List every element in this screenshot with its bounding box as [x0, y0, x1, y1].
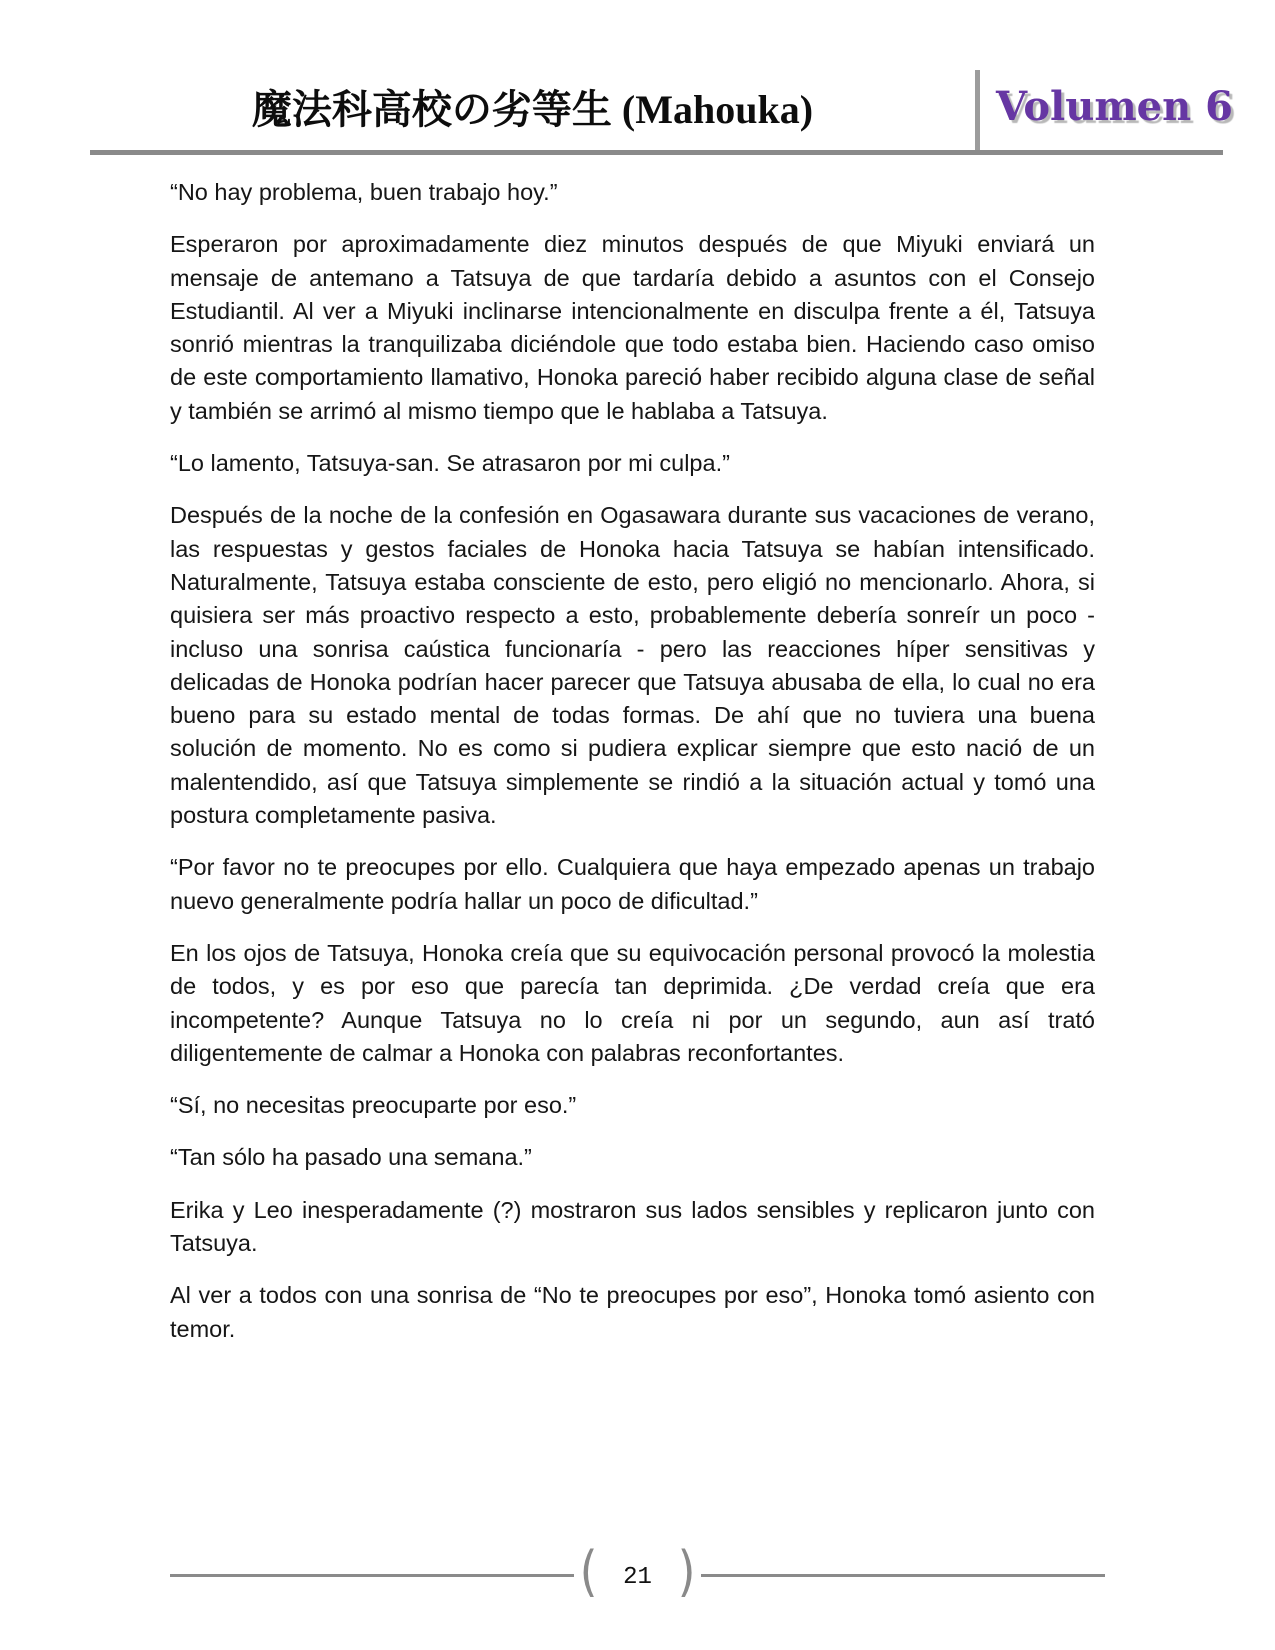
- paragraph: “Tan sólo ha pasado una semana.”: [170, 1144, 532, 1171]
- body-text: [170, 176, 1095, 1365]
- left-bracket-icon: (: [579, 1540, 598, 1603]
- paragraph: “Por favor no te preocupes por ello. Cualquiera que haya empezado apenas un trabajo nuevo generalmente podría hallar un poco de dificultad.”: [170, 854, 1095, 914]
- page-number: 21: [623, 1563, 652, 1591]
- page-title: 魔法科高校の劣等生 (Mahouka): [251, 86, 814, 132]
- paragraph: En los ojos de Tatsuya, Honoka creía que su equivocación personal provocó la molestia de todos, y es por eso que parecía tan deprimida. ¿De verdad creía que era incompetente? Aunque Tatsuya no lo creía ni por un segundo, aun así trató diligentemente de calmar a Honoka con palabras reconfortantes.: [170, 939, 1095, 1066]
- header-rule: [90, 150, 1223, 155]
- paragraph: “Sí, no necesitas preocuparte por eso.”: [170, 1092, 577, 1119]
- footer-line-left: [170, 1574, 574, 1577]
- right-bracket-icon: ): [677, 1540, 696, 1603]
- paragraph: “Lo lamento, Tatsuya-san. Se atrasaron por mi culpa.”: [170, 450, 730, 477]
- paragraph: “No hay problema, buen trabajo hoy.”: [170, 179, 558, 205]
- footer-line-right: [701, 1574, 1105, 1577]
- paragraph: Después de la noche de la confesión en Ogasawara durante sus vacaciones de verano, las respuestas y gestos faciales de Honoka hacia Tatsuya se habían intensificado. Naturalmente, Tatsuya estaba consciente de esto, pero eligió no mencionarlo. Ahora, si quisiera ser más proactivo respecto a esto, probablemente debería sonreír un poco - incluso una sonrisa caústica funcionaría - pero las reacciones híper sensitivas y delicadas de Honoka podrían hacer parecer que Tatsuya abusaba de ella, lo cual no era bueno para su estado mental de todas formas. De ahí que no tuviera una buena solución de momento. No es como si pudiera explicar siempre que esto nació de un malentendido, así que Tatsuya simplemente se rindió a la situación actual y tomó una postura completamente pasiva.: [170, 502, 1095, 829]
- page-footer: [170, 1540, 1105, 1603]
- page-header: [90, 62, 1233, 150]
- paragraph: Esperaron por aproximadamente diez minutos después de que Miyuki enviará un mensaje de antemano a Tatsuya de que tardaría debido a asuntos con el Consejo Estudiantil. Al ver a Miyuki inclinarse intencionalmente en disculpa frente a él, Tatsuya sonrió mientras la tranquilizaba diciéndole que todo estaba bien. Haciendo caso omiso de este comportamiento llamativo, Honoka pareció haber recibido alguna clase de señal y también se arrimó al mismo tiempo que le hablaba a Tatsuya.: [170, 231, 1095, 424]
- paragraph: Erika y Leo inesperadamente (?) mostraron sus lados sensibles y replicaron junto con Tatsuya.: [170, 1196, 1095, 1257]
- volume-label: Volumen 6: [996, 82, 1233, 130]
- paragraph: Al ver a todos con una sonrisa de “No te preocupes por eso”, Honoka tomó asiento con temor.: [170, 1282, 1095, 1342]
